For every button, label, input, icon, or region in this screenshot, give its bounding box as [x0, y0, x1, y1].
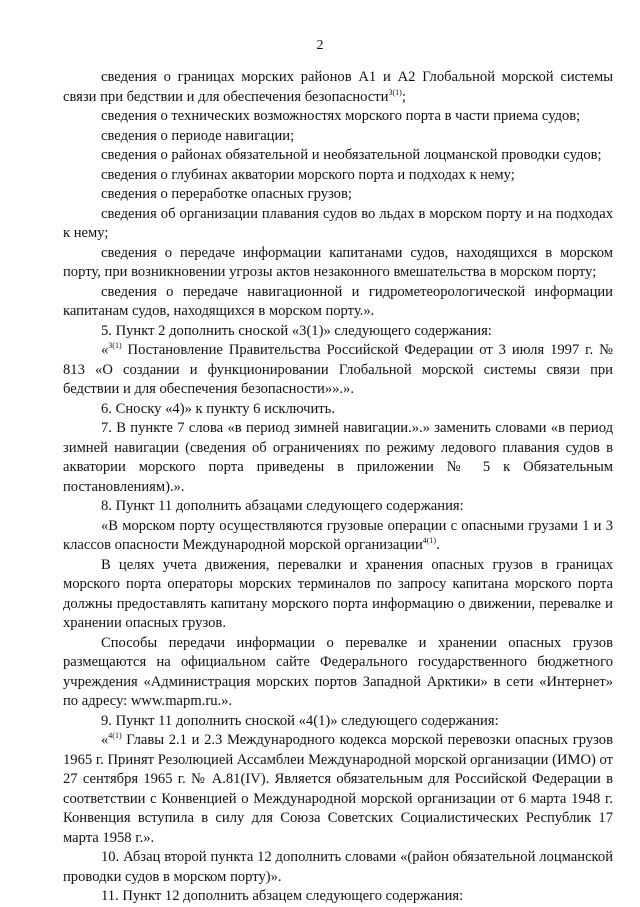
paragraph-text: 8. Пункт 11 дополнить абзацами следующего содержания: [101, 498, 464, 514]
paragraph-prefix: « [101, 342, 109, 358]
paragraph [63, 205, 613, 244]
paragraph [63, 107, 613, 127]
paragraph-text: сведения о глубинах акватории морского порта и подходах к нему; [101, 166, 515, 183]
footnote-marker: 4(1) [108, 731, 122, 741]
paragraph-text: «В морском порту осуществляются грузовые операции с опасными грузами 1 и 3 классов опасности Международной морской организации [63, 517, 613, 553]
paragraph-text: 7. В пункте 7 слова «в период зимней навигации.».» заменить словами «в период зимней навигации (сведения об ограничениях по режиму ледового плавания судов в акватории морского порта приведены в приложении № 5 к Обязательным постановлениям).». [63, 420, 613, 495]
paragraph [63, 712, 613, 732]
paragraph-text: 11. Пункт 12 дополнить абзацем следующего содержания: [101, 888, 464, 904]
document-body [63, 68, 613, 907]
paragraph [63, 185, 613, 205]
paragraph [63, 146, 613, 166]
paragraph-text: Постановление Правительства Российской Федерации от 3 июля 1997 г. № 813 «О создании и функционировании Глобальной морской системы связи при бедствии и для обеспечения безопасности»».». [63, 342, 613, 397]
paragraph [63, 848, 613, 887]
paragraph-text: 6. Сноску «4)» к пункту 6 исключить. [101, 400, 335, 417]
paragraph-text: сведения об организации плавания судов во льдах в морском порту и на подходах к нему; [63, 205, 613, 241]
paragraph [63, 166, 613, 186]
paragraph-text: сведения о технических возможностях морского порта в части приема судов; [101, 108, 581, 124]
paragraph [63, 556, 613, 634]
paragraph [63, 127, 613, 147]
paragraph-suffix: . [436, 537, 440, 553]
paragraph-text: сведения о переработке опасных грузов; [101, 186, 352, 202]
paragraph [63, 887, 613, 907]
footnote-marker: 3(1) [108, 341, 122, 351]
paragraph [63, 497, 613, 517]
paragraph-text: сведения о районах обязательной и необязательной лоцманской проводки судов; [101, 147, 602, 163]
paragraph [63, 283, 613, 322]
paragraph [63, 341, 613, 400]
paragraph [63, 400, 613, 420]
paragraph [63, 517, 613, 556]
paragraph-text: Способы передачи информации о перевалке и хранении опасных грузов размещаются на официальном сайте Федерального государственного бюджетного учреждения «Администрация морских портов Западной Арктики» в сети «Интернет» по адресу: www.mapm.ru.». [63, 634, 613, 709]
paragraph-text: В целях учета движения, перевалки и хранения опасных грузов в границах морского порта операторы морских терминалов по запросу капитана морского порта должны предоставлять капитану морского порта информацию о движении, перевалке и хранении опасных грузов. [63, 556, 613, 631]
paragraph-text: Главы 2.1 и 2.3 Международного кодекса морской перевозки опасных грузов 1965 г. Принят Резолюцией Ассамблеи Международной морской организации (ИМО) от 27 сентября 1965 г. № А.81(IV). Является обязательным для Российской Федерации в соответствии с Конвенцией о Международной морской организации от 6 марта 1948 г. Конвенция вступила в силу для Союза Советских Социалистических Республик 17 марта 1958 г.». [63, 732, 613, 846]
paragraph-text: сведения о передаче навигационной и гидрометеорологической информации капитанам судов, находящихся в морском порту.». [63, 283, 613, 319]
paragraph-text: 5. Пункт 2 дополнить сноской «3(1)» следующего содержания: [101, 322, 492, 339]
paragraph-suffix: ; [401, 88, 406, 105]
paragraph [63, 731, 613, 848]
paragraph-text: сведения о границах морских районов А1 и А2 Глобальной морской системы связи при бедствии и для обеспечения безопасности [63, 69, 613, 105]
page-number: 2 [316, 38, 324, 53]
paragraph [63, 244, 613, 283]
footnote-marker: 3(1) [388, 87, 402, 97]
paragraph-prefix: « [101, 732, 109, 748]
paragraph-text: сведения о передаче информации капитанами судов, находящихся в морском порту, при возникновении угрозы актов незаконного вмешательства в морском порту; [63, 244, 613, 280]
footnote-marker: 4(1) [422, 536, 437, 546]
paragraph-text: 9. Пункт 11 дополнить сноской «4(1)» следующего содержания: [101, 712, 499, 729]
paragraph-text: сведения о периоде навигации; [101, 127, 295, 144]
paragraph-text: 10. Абзац второй пункта 12 дополнить словами «(район обязательной лоцманской проводки судов в морском порту)». [63, 849, 613, 885]
paragraph [63, 68, 613, 107]
paragraph [63, 634, 613, 712]
paragraph [63, 419, 613, 497]
paragraph [63, 322, 613, 342]
